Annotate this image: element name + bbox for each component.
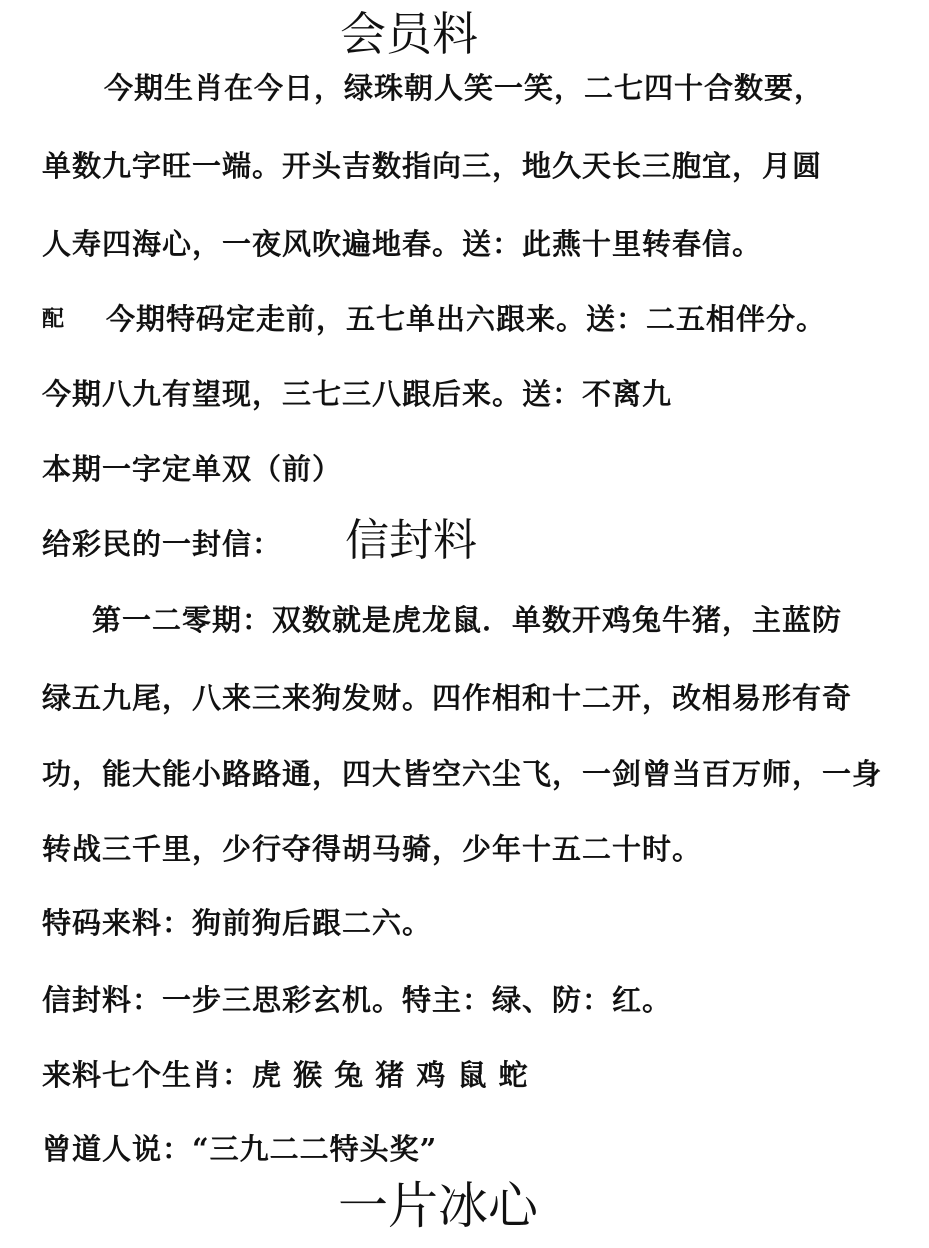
- title-envelope: 信封料: [345, 515, 477, 566]
- envelope-line-4: 转战三千里，少行夺得胡马骑，少年十五二十时。: [42, 832, 703, 866]
- title-bottom: 一片冰心: [338, 1177, 538, 1235]
- members-line-4: 今期特码定走前，五七单出六跟来。送：二五相伴分。: [106, 302, 827, 336]
- members-line-6: 本期一字定单双（前）: [42, 452, 343, 486]
- envelope-line-1: 第一二零期：双数就是虎龙鼠．单数开鸡兔牛猪，主蓝防: [92, 603, 843, 637]
- envelope-line-2: 绿五九尾，八来三来狗发财。四作相和十二开，改相易形有奇: [42, 681, 853, 715]
- members-line-2: 单数九字旺一端。开头吉数指向三，地久天长三胞宜，月圆: [42, 149, 823, 183]
- envelope-line-5: 特码来料：狗前狗后跟二六。: [42, 906, 433, 940]
- members-line-7: 给彩民的一封信：: [42, 527, 283, 561]
- members-line-5: 今期八九有望现，三七三八跟后来。送：不离九: [42, 377, 673, 411]
- envelope-line-3: 功，能大能小路路通，四大皆空六尘飞，一剑曾当百万师，一身: [42, 757, 883, 791]
- members-line-4-prefix: 配: [42, 306, 66, 332]
- envelope-line-8: 曾道人说：“三九二二特头奖”: [42, 1132, 438, 1166]
- members-line-1: 今期生肖在今日，绿珠朝人笑一笑，二七四十合数要，: [104, 71, 825, 105]
- title-members: 会员料: [340, 7, 478, 61]
- envelope-line-7: 来料七个生肖：虎 猴 兔 猪 鸡 鼠 蛇: [42, 1058, 529, 1092]
- envelope-line-6: 信封料：一步三思彩玄机。特主：绿、防：红。: [42, 983, 673, 1017]
- members-line-3: 人寿四海心，一夜风吹遍地春。送：此燕十里转春信。: [42, 227, 763, 261]
